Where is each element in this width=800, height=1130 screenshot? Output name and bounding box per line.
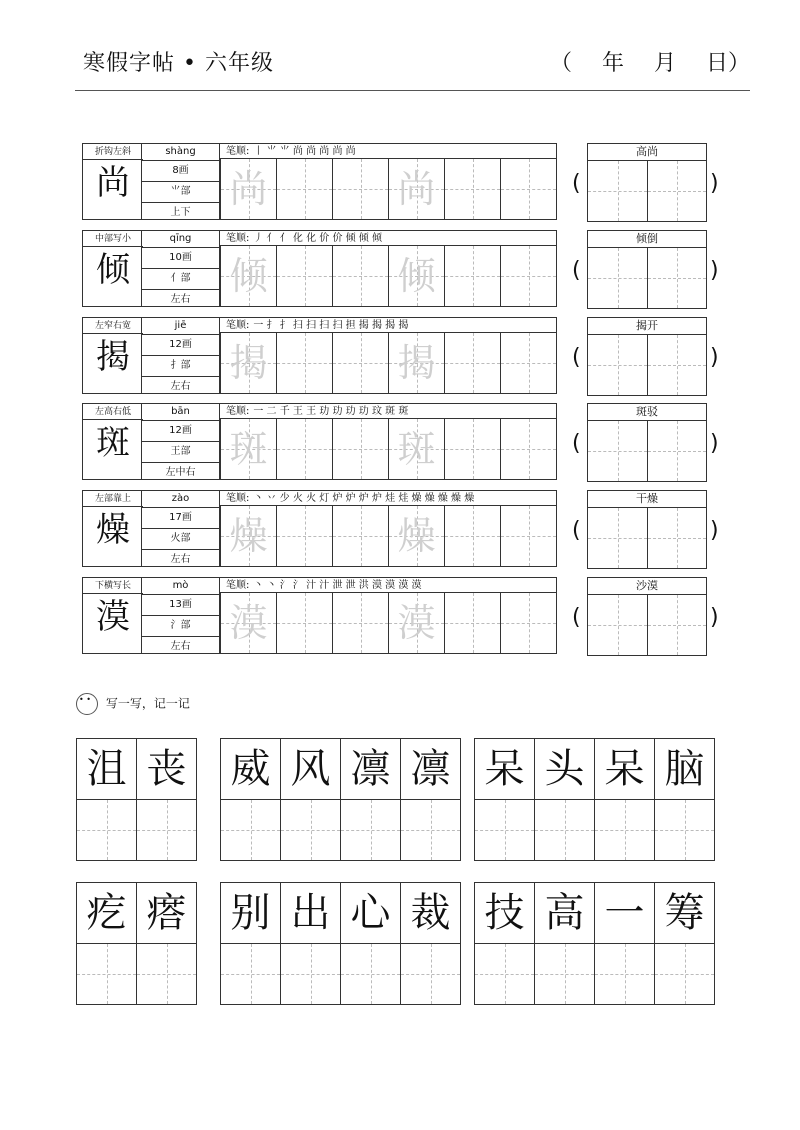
- stroke-count: 8画: [142, 161, 219, 182]
- phrase-column: [281, 739, 341, 860]
- word-cell[interactable]: [588, 595, 647, 655]
- writing-cell[interactable]: [220, 506, 276, 566]
- phrase-char: 疙: [77, 883, 136, 944]
- paren-open: (: [572, 345, 581, 370]
- writing-cell[interactable]: [500, 419, 556, 479]
- model-char-cell: [82, 490, 142, 567]
- date-open: （: [550, 51, 573, 76]
- copy-cell[interactable]: [475, 800, 534, 860]
- word-label: 高尚: [588, 144, 706, 161]
- stroke-order-label: 笔顺:: [226, 493, 250, 504]
- writing-cell[interactable]: [332, 159, 388, 219]
- word-cell[interactable]: [588, 335, 647, 395]
- paren-close: ): [710, 518, 719, 543]
- trace-char: 燥: [397, 514, 436, 558]
- phrase-group: [76, 882, 197, 1005]
- copy-cell[interactable]: [137, 800, 196, 860]
- stroke-order: [220, 230, 557, 246]
- phrase-char: 别: [221, 883, 280, 944]
- paren-close: ): [710, 258, 719, 283]
- stroke-count: 12画: [142, 335, 219, 356]
- word-box: [587, 403, 707, 482]
- phrase-char: 凛: [341, 739, 400, 800]
- char-info: [142, 317, 220, 394]
- phrase-column: [475, 883, 535, 1004]
- model-char: 揭: [96, 337, 130, 377]
- phrase-column: [535, 883, 595, 1004]
- word-label: 斑驳: [588, 404, 706, 421]
- copy-cell[interactable]: [341, 800, 400, 860]
- writing-cell[interactable]: [500, 333, 556, 393]
- phrase-char: 筹: [655, 883, 714, 944]
- word-box: [587, 143, 707, 222]
- writing-cell[interactable]: [276, 333, 332, 393]
- writing-tip: 左高右低: [83, 404, 143, 420]
- word-label: 沙漠: [588, 578, 706, 595]
- practice-grid: [220, 159, 557, 220]
- writing-tip: 中部写小: [83, 231, 143, 247]
- writing-cell[interactable]: [332, 506, 388, 566]
- phrase-char: 心: [341, 883, 400, 944]
- phrase-column: [341, 883, 401, 1004]
- phrase-char: 呆: [475, 739, 534, 800]
- practice-heading: [76, 693, 190, 715]
- phrase-char: 凛: [401, 739, 460, 800]
- writing-cell[interactable]: [220, 159, 276, 219]
- copy-cell[interactable]: [475, 944, 534, 1004]
- phrase-column: [401, 883, 461, 1004]
- phrase-column: [595, 739, 655, 860]
- phrase-column: [77, 883, 137, 1004]
- trace-char: 燥: [229, 514, 268, 558]
- writing-cell[interactable]: [276, 506, 332, 566]
- phrase-column: [475, 739, 535, 860]
- trace-char: 尚: [229, 167, 268, 211]
- paren-close: ): [710, 431, 719, 456]
- copy-cell[interactable]: [655, 800, 714, 860]
- phrase-group: [474, 738, 715, 861]
- writing-cell[interactable]: [500, 159, 556, 219]
- writing-cell[interactable]: [444, 593, 500, 653]
- paren-open: (: [572, 431, 581, 456]
- stroke-count: 17画: [142, 508, 219, 529]
- copy-cell[interactable]: [221, 800, 280, 860]
- word-box: [587, 577, 707, 656]
- word-box: [587, 317, 707, 396]
- date-month: 月: [653, 51, 676, 76]
- phrase-column: [137, 883, 197, 1004]
- word-cell[interactable]: [647, 161, 706, 221]
- radical: 王部: [142, 442, 219, 463]
- pinyin: zào: [142, 491, 219, 508]
- writing-cell[interactable]: [388, 593, 444, 653]
- practice-grid: [220, 246, 557, 307]
- word-box: [587, 230, 707, 309]
- paren-close: ): [710, 171, 719, 196]
- copy-cell[interactable]: [535, 944, 594, 1004]
- copy-cell[interactable]: [595, 944, 654, 1004]
- phrase-column: [137, 739, 197, 860]
- phrase-char: 出: [281, 883, 340, 944]
- char-info: [142, 490, 220, 567]
- writing-cell[interactable]: [276, 246, 332, 306]
- word-cell[interactable]: [647, 421, 706, 481]
- structure: 左右: [170, 381, 191, 392]
- writing-cell[interactable]: [388, 333, 444, 393]
- phrase-char: 风: [281, 739, 340, 800]
- word-cell[interactable]: [588, 421, 647, 481]
- pinyin: bān: [142, 404, 219, 421]
- paren-open: (: [572, 518, 581, 543]
- word-label: 干燥: [588, 491, 706, 508]
- copy-cell[interactable]: [221, 944, 280, 1004]
- stroke-order-label: 笔顺:: [226, 233, 250, 244]
- trace-char: 斑: [397, 427, 436, 471]
- model-char: 尚: [96, 163, 130, 203]
- word-cell[interactable]: [588, 248, 647, 308]
- model-char-cell: [82, 317, 142, 394]
- practice-grid: [220, 333, 557, 394]
- phrase-column: [221, 883, 281, 1004]
- trace-char: 漠: [229, 601, 268, 645]
- paren-close: ): [710, 605, 719, 630]
- practice-grid: [220, 506, 557, 567]
- phrase-char: 瘩: [137, 883, 196, 944]
- trace-char: 倾: [397, 254, 436, 298]
- phrase-char: 呆: [595, 739, 654, 800]
- date-day: 日）: [705, 51, 750, 76]
- phrase-char: 技: [475, 883, 534, 944]
- phrase-column: [655, 883, 715, 1004]
- model-char-cell: [82, 403, 142, 480]
- stroke-order: [220, 403, 557, 419]
- stroke-order-text: 一 扌 扌 扫 扫 扫 扫 担 揭 揭 揭 揭: [253, 320, 409, 331]
- phrase-char: 头: [535, 739, 594, 800]
- model-char: 漠: [96, 597, 130, 637]
- phrase-column: [281, 883, 341, 1004]
- writing-tip: 左窄右宽: [83, 318, 143, 334]
- trace-char: 尚: [397, 167, 436, 211]
- char-info: [142, 230, 220, 307]
- structure: 左中右: [165, 467, 196, 478]
- model-char: 燥: [96, 510, 130, 550]
- practice-heading-text: 写一写，记一记: [105, 696, 190, 711]
- copy-cell[interactable]: [595, 800, 654, 860]
- word-cell[interactable]: [588, 161, 647, 221]
- word-cell[interactable]: [647, 595, 706, 655]
- stroke-order-text: 丿 亻 亻 化 化 价 价 倾 倾 倾: [253, 233, 382, 244]
- writing-cell[interactable]: [220, 419, 276, 479]
- phrase-column: [341, 739, 401, 860]
- copy-cell[interactable]: [77, 944, 136, 1004]
- writing-cell[interactable]: [332, 333, 388, 393]
- phrase-group: [220, 882, 461, 1005]
- writing-cell[interactable]: [444, 333, 500, 393]
- phrase-column: [655, 739, 715, 860]
- practice-grid: [220, 593, 557, 654]
- page-title: 寒假字帖 • 六年级: [83, 51, 274, 76]
- stroke-order: [220, 317, 557, 333]
- writing-cell[interactable]: [388, 159, 444, 219]
- stroke-order-text: 丨 ⺌ ⺌ 尚 尚 尚 尚 尚: [253, 146, 356, 157]
- writing-cell[interactable]: [444, 246, 500, 306]
- writing-cell[interactable]: [500, 593, 556, 653]
- writing-cell[interactable]: [388, 246, 444, 306]
- trace-char: 斑: [229, 427, 268, 471]
- writing-cell[interactable]: [332, 419, 388, 479]
- writing-cell[interactable]: [444, 506, 500, 566]
- stroke-order-text: 一 二 千 王 王 玏 玏 玏 玏 玟 斑 斑: [253, 406, 409, 417]
- word-cell[interactable]: [647, 335, 706, 395]
- model-char: 倾: [96, 250, 130, 290]
- pinyin: shàng: [142, 144, 219, 161]
- radical: 亻部: [142, 269, 219, 290]
- writing-cell[interactable]: [500, 246, 556, 306]
- model-char: 斑: [96, 423, 130, 463]
- copy-cell[interactable]: [137, 944, 196, 1004]
- writing-tip: 左部靠上: [83, 491, 143, 507]
- word-cell[interactable]: [588, 508, 647, 568]
- word-box: [587, 490, 707, 569]
- trace-char: 漠: [397, 601, 436, 645]
- copy-cell[interactable]: [401, 800, 460, 860]
- word-cell[interactable]: [647, 248, 706, 308]
- phrase-char: 一: [595, 883, 654, 944]
- stroke-order-label: 笔顺:: [226, 320, 250, 331]
- writing-cell[interactable]: [220, 333, 276, 393]
- copy-cell[interactable]: [77, 800, 136, 860]
- writing-cell[interactable]: [276, 419, 332, 479]
- phrase-group: [474, 882, 715, 1005]
- paren-open: (: [572, 171, 581, 196]
- writing-cell[interactable]: [220, 246, 276, 306]
- stroke-order-label: 笔顺:: [226, 146, 250, 157]
- writing-cell[interactable]: [500, 506, 556, 566]
- radical: 火部: [142, 529, 219, 550]
- trace-char: 揭: [397, 341, 436, 385]
- copy-cell[interactable]: [341, 944, 400, 1004]
- model-char-cell: [82, 230, 142, 307]
- structure: 上下: [170, 207, 191, 218]
- writing-cell[interactable]: [444, 419, 500, 479]
- model-char-cell: [82, 143, 142, 220]
- writing-cell[interactable]: [388, 506, 444, 566]
- phrase-column: [535, 739, 595, 860]
- page-header: [75, 0, 750, 91]
- date-year: 年: [601, 51, 624, 76]
- pinyin: mò: [142, 578, 219, 595]
- structure: 左右: [170, 641, 191, 652]
- stroke-count: 10画: [142, 248, 219, 269]
- char-info: [142, 403, 220, 480]
- structure: 左右: [170, 294, 191, 305]
- word-label: 倾倒: [588, 231, 706, 248]
- stroke-order-text: 丶 丶 氵 氵 汁 汁 泄 泄 洪 漠 漠 漠 漠: [253, 580, 422, 591]
- writing-cell[interactable]: [332, 593, 388, 653]
- writing-cell[interactable]: [276, 593, 332, 653]
- stroke-order-text: 丶 丷 少 火 火 灯 炉 炉 炉 炉 烓 烓 燥 燥 燥 燥 燥: [253, 493, 475, 504]
- mascot-icon: [76, 693, 98, 715]
- writing-cell[interactable]: [220, 593, 276, 653]
- word-label: 揭开: [588, 318, 706, 335]
- pinyin: qīng: [142, 231, 219, 248]
- phrase-char: 丧: [137, 739, 196, 800]
- copy-cell[interactable]: [655, 944, 714, 1004]
- radical: 扌部: [142, 356, 219, 377]
- phrase-char: 威: [221, 739, 280, 800]
- stroke-order: [220, 490, 557, 506]
- phrase-group: [76, 738, 197, 861]
- stroke-count: 12画: [142, 421, 219, 442]
- copy-cell[interactable]: [401, 944, 460, 1004]
- writing-tip: 折钩左斜: [83, 144, 143, 160]
- structure: 左右: [170, 554, 191, 565]
- phrase-char: 裁: [401, 883, 460, 944]
- date-field: [550, 46, 750, 77]
- trace-char: 倾: [229, 254, 268, 298]
- stroke-order-label: 笔顺:: [226, 406, 250, 417]
- phrase-char: 高: [535, 883, 594, 944]
- phrase-group: [220, 738, 461, 861]
- phrase-column: [595, 883, 655, 1004]
- radical: ⺌部: [142, 182, 219, 203]
- char-info: [142, 143, 220, 220]
- writing-tip: 下横写长: [83, 578, 143, 594]
- radical: 氵部: [142, 616, 219, 637]
- pinyin: jiē: [142, 318, 219, 335]
- phrase-char: 脑: [655, 739, 714, 800]
- writing-cell[interactable]: [276, 159, 332, 219]
- model-char-cell: [82, 577, 142, 654]
- practice-grid: [220, 419, 557, 480]
- phrase-column: [221, 739, 281, 860]
- phrase-char: 沮: [77, 739, 136, 800]
- stroke-order: [220, 577, 557, 593]
- copy-cell[interactable]: [281, 800, 340, 860]
- copy-cell[interactable]: [281, 944, 340, 1004]
- stroke-count: 13画: [142, 595, 219, 616]
- word-cell[interactable]: [647, 508, 706, 568]
- paren-open: (: [572, 605, 581, 630]
- phrase-column: [401, 739, 461, 860]
- writing-cell[interactable]: [332, 246, 388, 306]
- stroke-order-label: 笔顺:: [226, 580, 250, 591]
- copy-cell[interactable]: [535, 800, 594, 860]
- trace-char: 揭: [229, 341, 268, 385]
- writing-cell[interactable]: [388, 419, 444, 479]
- stroke-order: [220, 143, 557, 159]
- paren-close: ): [710, 345, 719, 370]
- char-info: [142, 577, 220, 654]
- paren-open: (: [572, 258, 581, 283]
- writing-cell[interactable]: [444, 159, 500, 219]
- phrase-column: [77, 739, 137, 860]
